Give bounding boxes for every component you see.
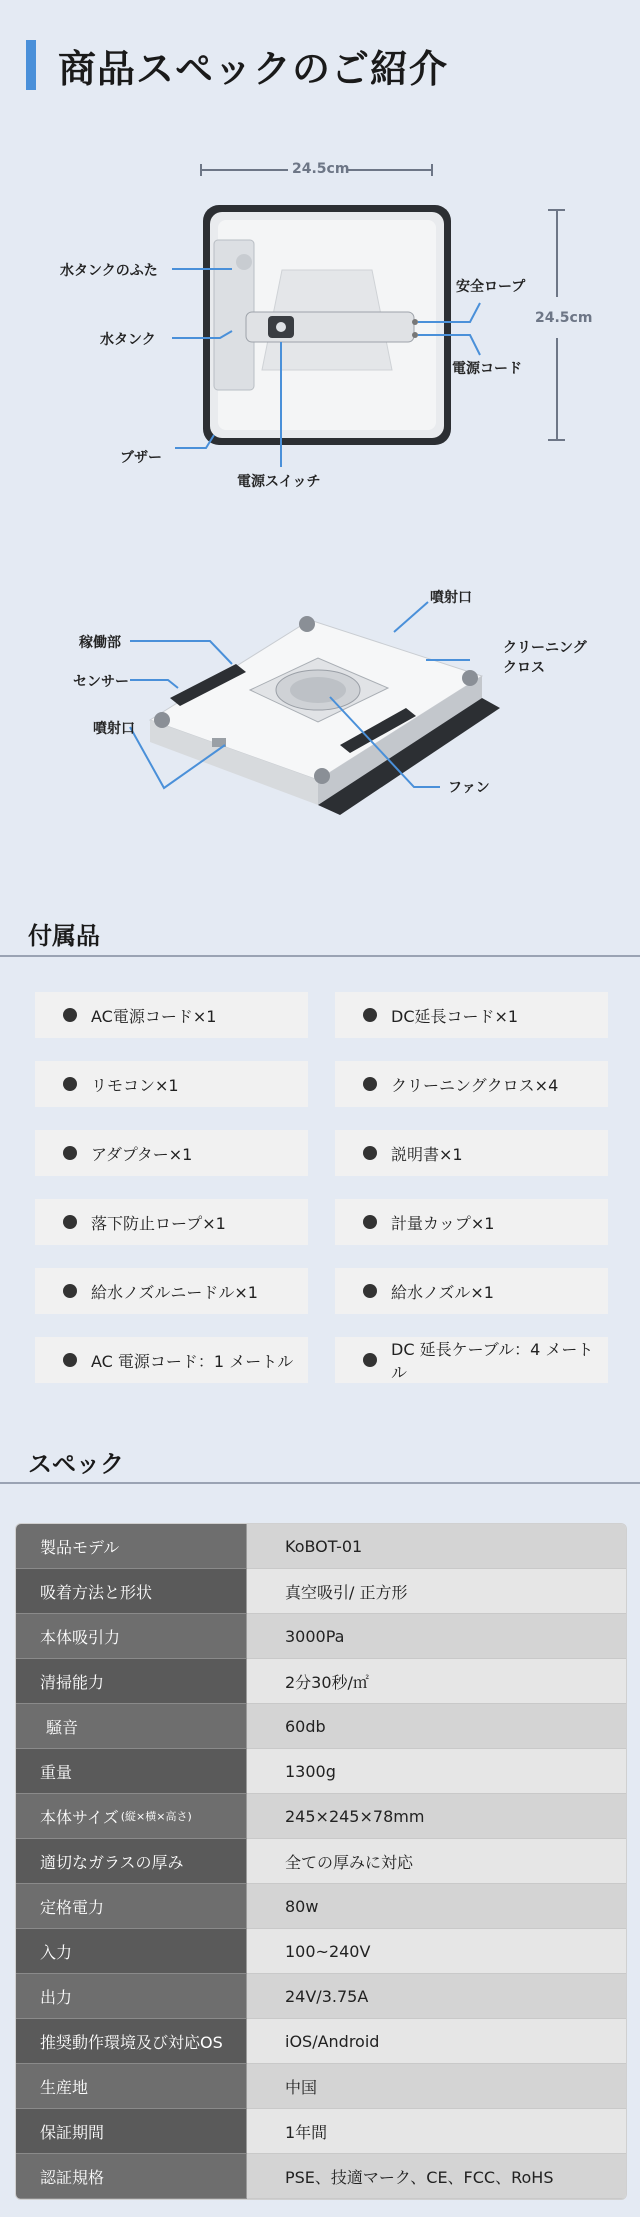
spec-key: 保証期間 (16, 2109, 247, 2154)
specs-table (15, 1523, 627, 2200)
spec-value: 1年間 (247, 2109, 626, 2154)
width-dimension: 24.5cm (292, 161, 350, 177)
spec-value: 100~240V (247, 1929, 626, 1974)
spec-key-note: (縦×横×高さ) (120, 1810, 192, 1823)
table-row (16, 2019, 626, 2064)
label-power-switch: 電源スイッチ (237, 474, 321, 490)
table-row (16, 1614, 626, 1659)
accessories-divider (0, 955, 640, 957)
spec-value: 中国 (247, 2064, 626, 2109)
spec-key: 吸着方法と形状 (16, 1569, 247, 1614)
bullet-icon (63, 1008, 77, 1022)
spec-value: 245×245×78mm (247, 1794, 626, 1839)
spec-key: 推奨動作環境及び対応OS (16, 2019, 247, 2064)
bullet-icon (63, 1353, 77, 1367)
spec-key: 認証規格 (16, 2154, 247, 2199)
accessory-item: 落下防止ロープ×1 (35, 1199, 308, 1245)
spec-value: 2分30秒/㎡ (247, 1659, 626, 1704)
spec-value: iOS/Android (247, 2019, 626, 2064)
bullet-icon (363, 1353, 377, 1367)
spec-value: 24V/3.75A (247, 1974, 626, 2019)
label-tank-lid: 水タンクのふた (60, 263, 158, 279)
bullet-icon (63, 1146, 77, 1160)
table-row (16, 1929, 626, 1974)
spec-value: 80w (247, 1884, 626, 1929)
table-row (16, 2064, 626, 2109)
accessory-item: 給水ノズル×1 (335, 1268, 608, 1314)
table-row (16, 1659, 626, 1704)
spec-key: 定格電力 (16, 1884, 247, 1929)
specs-divider (0, 1482, 640, 1484)
accessory-item: リモコン×1 (35, 1061, 308, 1107)
table-row (16, 1974, 626, 2019)
accessories-title: 付属品 (28, 922, 100, 950)
label-fan: ファン (448, 780, 490, 796)
specs-title: スペック (28, 1450, 124, 1478)
accessory-item: AC電源コード×1 (35, 992, 308, 1038)
spec-key: 重量 (16, 1749, 247, 1794)
table-row (16, 1524, 626, 1569)
bullet-icon (363, 1146, 377, 1160)
title-accent-bar (26, 40, 36, 90)
spec-value: KoBOT-01 (247, 1524, 626, 1569)
top-view-diagram (0, 130, 640, 500)
table-row (16, 1704, 626, 1749)
spec-key: 騒音 (16, 1704, 247, 1749)
accessory-item: 説明書×1 (335, 1130, 608, 1176)
accessory-item: アダプター×1 (35, 1130, 308, 1176)
bullet-icon (63, 1215, 77, 1229)
spec-value: PSE、技適マーク、CE、FCC、RoHS (247, 2154, 626, 2199)
accessory-item: 給水ノズルニードル×1 (35, 1268, 308, 1314)
label-drive-unit: 稼働部 (79, 635, 121, 651)
label-power-cord: 電源コード (452, 361, 522, 377)
spec-value: 60db (247, 1704, 626, 1749)
spec-value: 1300g (247, 1749, 626, 1794)
bottom-view-diagram (0, 580, 640, 840)
accessory-item: 計量カップ×1 (335, 1199, 608, 1245)
bullet-icon (363, 1215, 377, 1229)
bullet-icon (363, 1284, 377, 1298)
label-nozzle-front: 噴射口 (93, 721, 135, 737)
spec-value: 全ての厚みに対応 (247, 1839, 626, 1884)
spec-value: 真空吸引/ 正方形 (247, 1569, 626, 1614)
label-buzzer: ブザー (120, 450, 162, 466)
table-row (16, 1749, 626, 1794)
spec-key: 生産地 (16, 2064, 247, 2109)
height-dimension: 24.5cm (535, 310, 593, 326)
label-cleaning-cloth: クリーニング クロス (503, 640, 587, 676)
spec-key: 本体吸引力 (16, 1614, 247, 1659)
table-row (16, 1794, 626, 1839)
bullet-icon (363, 1008, 377, 1022)
accessory-item: DC延長コード×1 (335, 992, 608, 1038)
bullet-icon (63, 1284, 77, 1298)
accessory-item: クリーニングクロス×4 (335, 1061, 608, 1107)
page-title: 商品スペックのご紹介 (58, 46, 449, 91)
spec-key: 入力 (16, 1929, 247, 1974)
table-row (16, 2109, 626, 2154)
accessory-item: DC 延長ケーブル：4 メートル (335, 1337, 608, 1383)
bullet-icon (63, 1077, 77, 1091)
spec-key: 製品モデル (16, 1524, 247, 1569)
spec-key: 出力 (16, 1974, 247, 2019)
accessory-item: AC 電源コード：1 メートル (35, 1337, 308, 1383)
table-row (16, 1884, 626, 1929)
spec-key: 本体サイズ (縦×横×高さ) (16, 1794, 247, 1839)
table-row (16, 1839, 626, 1884)
bullet-icon (363, 1077, 377, 1091)
spec-value: 3000Pa (247, 1614, 626, 1659)
page-header (26, 40, 448, 90)
label-tank: 水タンク (100, 332, 156, 348)
table-row (16, 1569, 626, 1614)
label-nozzle-top: 噴射口 (430, 590, 472, 606)
label-safety-rope: 安全ロープ (456, 279, 526, 295)
spec-key: 清掃能力 (16, 1659, 247, 1704)
bottom-view-illustration (0, 580, 640, 840)
table-row (16, 2154, 626, 2199)
spec-key: 適切なガラスの厚み (16, 1839, 247, 1884)
label-sensor: センサー (73, 674, 129, 690)
